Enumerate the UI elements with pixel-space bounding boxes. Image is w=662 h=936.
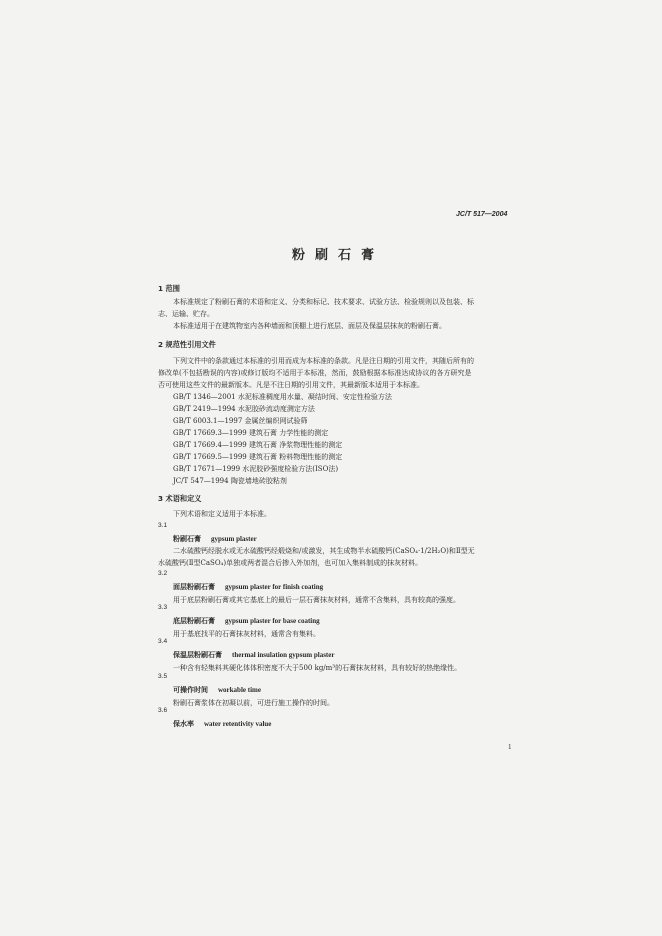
term-heading — [173, 534, 257, 544]
term-english: thermal insulation gypsum plaster — [232, 651, 335, 659]
term-heading — [173, 650, 334, 660]
term-chinese: 可操作时间 — [173, 686, 208, 694]
term-number: 3.1 — [158, 522, 168, 529]
term-english: workable time — [218, 686, 261, 694]
section-1-paragraph-line: 本标准规定了粉刷石膏的术语和定义、分类和标记、技术要求、试验方法、检验规则以及包装、标 — [173, 298, 474, 306]
reference-item: GB/T 17669.5—1999 建筑石膏 粉料物理性能的测定 — [173, 453, 343, 461]
section-2-paragraph-line: 修改单(不包括勘误的内容)或修订版均不适用于本标准，然而，鼓励根据本标准达成协议的各方研究是 — [158, 369, 472, 377]
term-english: gypsum plaster — [211, 535, 257, 543]
section-2-heading: 2 规范性引用文件 — [158, 340, 216, 349]
reference-item: GB/T 17669.4—1999 建筑石膏 净浆物理性能的测定 — [173, 441, 343, 449]
term-definition-line: 水硫酸钙(Ⅱ型CaSO₄)单独或两者混合后掺入外加剂，也可加入集料制成的抹灰材料。 — [158, 559, 423, 567]
term-english: gypsum plaster for finish coating — [225, 583, 324, 591]
term-english: water retentivity value — [204, 720, 272, 728]
page-number: 1 — [508, 743, 512, 751]
reference-item: GB/T 17669.3—1999 建筑石膏 力学性能的测定 — [173, 429, 329, 437]
standard-code: JC/T 517—2004 — [456, 211, 508, 218]
term-definition: 粉刷石膏浆体在初凝以前，可进行施工操作的时间。 — [173, 699, 334, 707]
term-number: 3.6 — [158, 707, 168, 714]
section-2-paragraph-line: 否可使用这些文件的最新版本。凡是不注日期的引用文件，其最新版本适用于本标准。 — [158, 381, 424, 389]
reference-item: JC/T 547—1994 陶瓷墙地砖胶粘剂 — [173, 477, 287, 485]
term-number: 3.3 — [158, 604, 168, 611]
term-definition-line: 二水硫酸钙经脱水或无水硫酸钙经煅烧和/或激发，其生成物半水硫酸钙(CaSO₄·1/2H₂O)和Ⅱ型无 — [173, 547, 475, 555]
term-heading — [173, 616, 320, 626]
term-chinese: 粉刷石膏 — [173, 535, 201, 543]
term-chinese: 保温层粉刷石膏 — [173, 651, 222, 659]
term-heading — [173, 719, 271, 729]
section-3-heading: 3 术语和定义 — [158, 494, 202, 503]
reference-item: GB/T 2419—1994 水泥胶砂流动度测定方法 — [173, 405, 315, 413]
term-number: 3.2 — [158, 570, 168, 577]
section-1-paragraph-line: 志、运输、贮存。 — [158, 310, 214, 318]
reference-item: GB/T 1346—2001 水泥标准稠度用水量、凝结时间、安定性检验方法 — [173, 393, 392, 401]
term-definition: 一种含有轻集料其硬化体体积密度不大于500 kg/m³的石膏抹灰材料，具有较好的热绝缘性。 — [173, 664, 462, 672]
term-heading — [173, 582, 323, 592]
term-number: 3.4 — [158, 638, 168, 645]
term-number: 3.5 — [158, 673, 168, 680]
section-3-intro: 下列术语和定义适用于本标准。 — [173, 510, 271, 518]
section-1-paragraph: 本标准适用于在建筑物室内各种墙面和顶棚上进行底层、面层及保温层抹灰的粉刷石膏。 — [173, 322, 446, 330]
term-chinese: 底层粉刷石膏 — [173, 617, 215, 625]
page-title: 粉刷石膏 — [292, 248, 385, 263]
term-english: gypsum plaster for base coating — [225, 617, 320, 625]
section-1-heading: 1 范围 — [158, 284, 180, 293]
section-2-paragraph-line: 下列文件中的条款通过本标准的引用而成为本标准的条款。凡是注日期的引用文件，其随后所有的 — [173, 357, 474, 365]
term-chinese: 保水率 — [173, 720, 194, 728]
term-definition: 用于基底找平的石膏抹灰材料，通常含有集料。 — [173, 630, 320, 638]
reference-item: GB/T 17671—1999 水泥胶砂强度检验方法(ISO法) — [173, 465, 339, 473]
term-chinese: 面层粉刷石膏 — [173, 583, 215, 591]
term-definition: 用于底层粉刷石膏或其它基底上的最后一层石膏抹灰材料，通常不含集料，具有较高的强度。 — [173, 596, 460, 604]
reference-item: GB/T 6003.1—1997 金属丝编织网试验筛 — [173, 417, 308, 425]
term-heading — [173, 685, 261, 695]
